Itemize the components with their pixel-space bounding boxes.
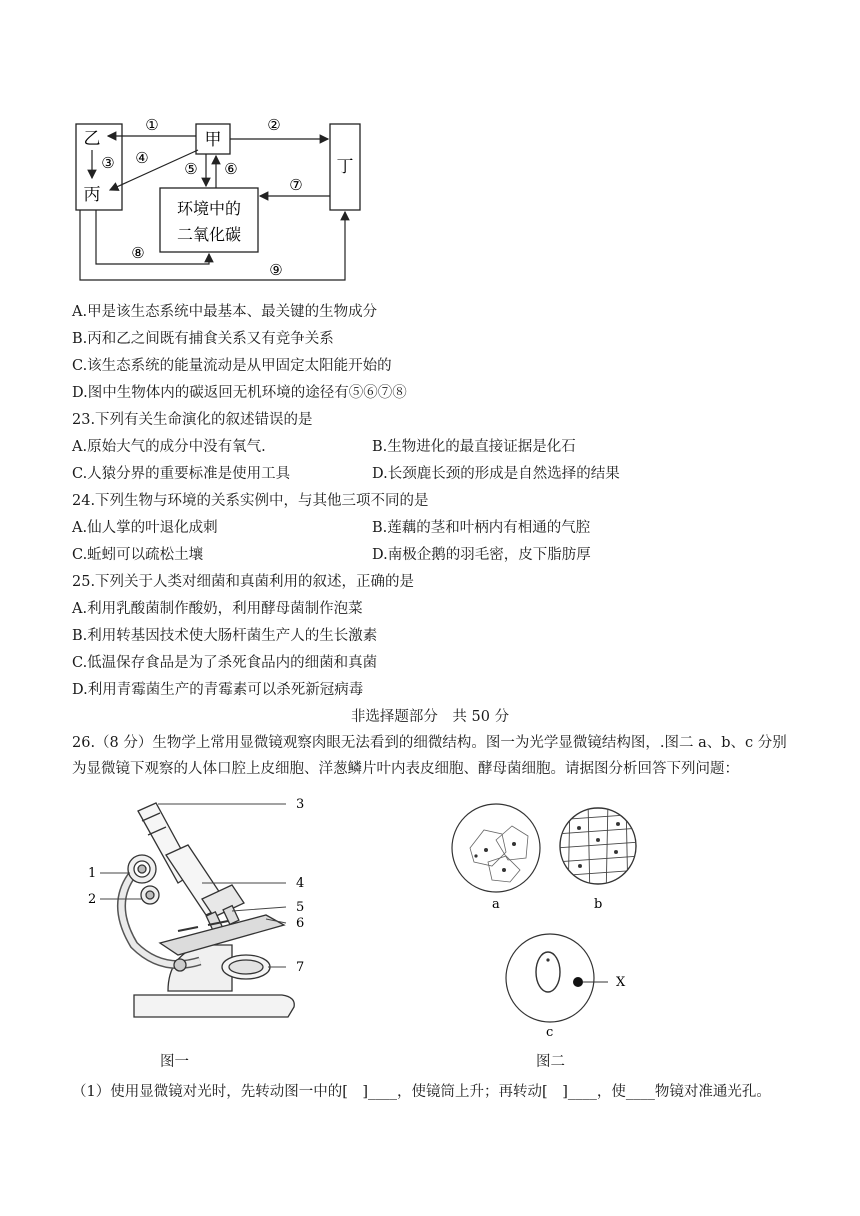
- fig2-label-a: a: [492, 897, 500, 912]
- carbon-cycle-diagram: [70, 108, 380, 288]
- q25-stem: 25.下列关于人类对细菌和真菌利用的叙述，正确的是: [72, 574, 415, 590]
- q23-stem: 23.下列有关生命演化的叙述错误的是: [72, 412, 313, 428]
- fig1-label-4: 4: [296, 876, 305, 891]
- q23-option-b: B.生物进化的最直接证据是化石: [372, 439, 576, 455]
- cell-a-cheek: [452, 804, 540, 892]
- q24-stem: 24.下列生物与环境的关系实例中，与其他三项不同的是: [72, 493, 429, 509]
- box-env-line1: 环境中的: [176, 199, 242, 218]
- section-title: 非选择题部分 共 50 分: [350, 709, 510, 725]
- fig1-label-7: 7: [296, 960, 305, 975]
- cell-b-onion: [556, 800, 640, 900]
- q24-option-d: D.南极企鹅的羽毛密，皮下脂肪厚: [372, 547, 591, 563]
- box-env-line2: 二氧化碳: [176, 225, 242, 244]
- q23-option-d: D.长颈鹿长颈的形成是自然选择的结果: [372, 466, 620, 482]
- arrow-label-3: ③: [101, 154, 115, 172]
- cell-c-yeast: [506, 934, 608, 1022]
- q23-option-c: C.人猿分界的重要标准是使用工具: [72, 466, 291, 482]
- arrow-label-9: ⑨: [269, 261, 283, 279]
- figure1-microscope: [82, 795, 342, 1035]
- q25-option-b: B.利用转基因技术使大肠杆菌生产人的生长激素: [72, 628, 378, 644]
- fig2-label-b: b: [594, 897, 603, 912]
- arrow-label-8: ⑧: [131, 244, 145, 262]
- q22-option-b: B.丙和乙之间既有捕食关系又有竞争关系: [72, 331, 334, 347]
- fig1-label-1: 1: [88, 866, 97, 881]
- arrow-label-5: ⑤: [184, 160, 198, 178]
- arrow-label-2: ②: [267, 116, 281, 134]
- fig1-label-3: 3: [296, 797, 305, 812]
- box-bing-label: 丙: [83, 185, 101, 205]
- q26-stem: 26.（8 分）生物学上常用显微镜观察肉眼无法看到的细微结构。图一为光学显微镜结构图，.图二 a、b、c 分别为显微镜下观察的人体口腔上皮细胞、洋葱鳞片叶内表皮细胞、酵母菌细胞。请据图分析回答下列问题：: [72, 735, 787, 777]
- q23-option-a: A.原始大气的成分中没有氧气.: [72, 439, 266, 455]
- box-ding-label: 丁: [336, 157, 354, 177]
- figure2-caption: 图二: [536, 1054, 565, 1070]
- q24-option-a: A.仙人掌的叶退化成刺: [72, 520, 218, 536]
- fig2-label-x: X: [616, 975, 626, 990]
- box-yi-label: 乙: [83, 129, 101, 149]
- arrow-label-1: ①: [145, 116, 159, 134]
- q24-option-b: B.莲藕的茎和叶柄内有相通的气腔: [372, 520, 591, 536]
- figure1-caption: 图一: [160, 1054, 189, 1070]
- figure2-cells: [448, 800, 648, 1040]
- q26-subquestion-1: （1）使用显微镜对光时，先转动图一中的[ ]____，使镜筒上升；再转动[ ]____，使____物镜对准通光孔。: [72, 1084, 771, 1100]
- arrow-label-6: ⑥: [224, 160, 238, 178]
- arrow-label-4: ④: [135, 149, 149, 167]
- fig1-label-2: 2: [88, 892, 97, 907]
- q22-option-a: A.甲是该生态系统中最基本、最关键的生物成分: [72, 304, 378, 320]
- q24-option-c: C.蚯蚓可以疏松土壤: [72, 547, 204, 563]
- q22-option-d: D.图中生物体内的碳返回无机环境的途径有⑤⑥⑦⑧: [72, 385, 407, 401]
- fig2-label-c: c: [546, 1025, 554, 1040]
- q22-option-c: C.该生态系统的能量流动是从甲固定太阳能开始的: [72, 358, 392, 374]
- q25-option-d: D.利用青霉菌生产的青霉素可以杀死新冠病毒: [72, 682, 364, 698]
- q25-option-c: C.低温保存食品是为了杀死食品内的细菌和真菌: [72, 655, 378, 671]
- q25-option-a: A.利用乳酸菌制作酸奶，利用酵母菌制作泡菜: [72, 601, 363, 617]
- box-jia-label: 甲: [204, 130, 222, 150]
- fig1-label-6: 6: [296, 916, 305, 931]
- arrow-label-7: ⑦: [289, 176, 303, 194]
- fig1-label-5: 5: [296, 900, 305, 915]
